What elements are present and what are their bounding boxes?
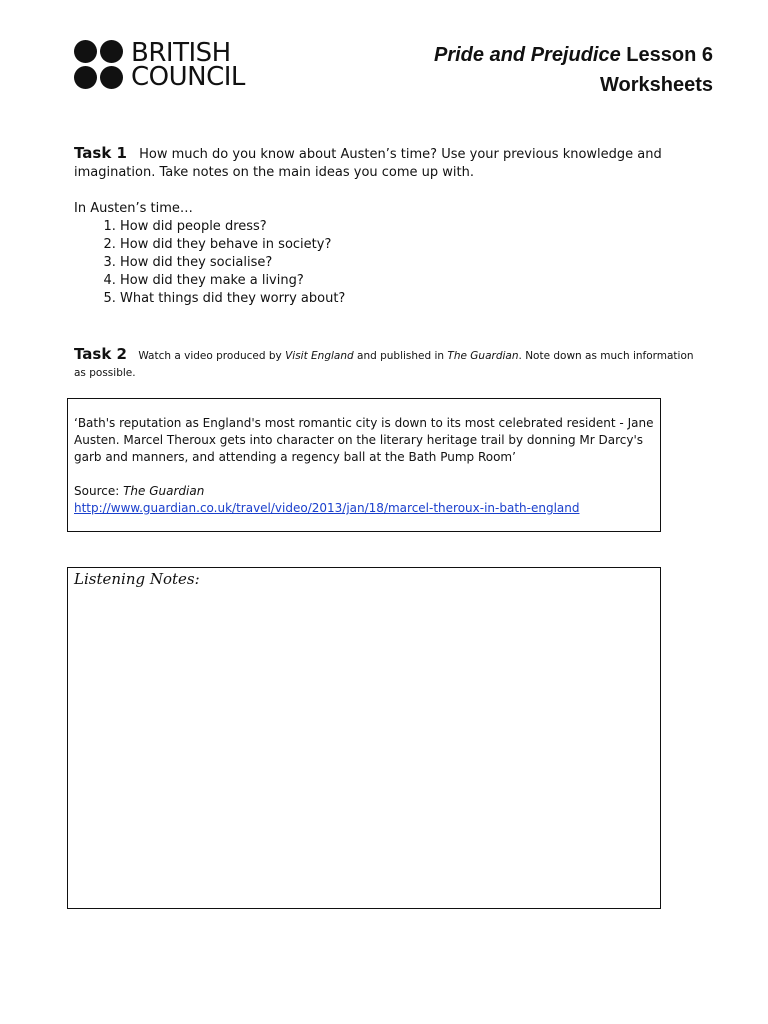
list-item: 1. How did people dress? [120,218,714,236]
lesson-number: Lesson 6 [626,44,713,66]
task1-instruction: Task 1 How much do you know about Austen’s time? Use your previous knowledge and imagination. Take notes on the main ideas you come up with. [74,144,662,180]
task1-label: Task 1 [74,144,127,162]
book-title: Pride and Prejudice [434,44,621,66]
logo-wordmark: BRITISH COUNCIL [131,37,245,92]
listening-notes-box[interactable] [67,567,661,909]
task2-section: Task 2 Watch a video produced by Visit England and published in The Guardian. Note down as much information as possible. [74,345,694,379]
task1-intro: In Austen’s time… [74,201,193,216]
british-council-logo [74,37,245,92]
video-quote: ‘Bath's reputation as England's most romantic city is down to its most celebrated resident - Jane Austen. Marcel Theroux gets into character on the literary heritage trail by donning Mr Darcy's garb and manners, and attending a regency ball at the Bath Pump Room’ [74,416,654,464]
video-description-box [67,398,661,532]
task1-section [74,144,714,308]
task2-label: Task 2 [74,345,127,363]
list-item: 2. How did they behave in society? [120,236,714,254]
worksheets-subtitle: Worksheets [599,74,713,96]
lesson-title [434,40,713,100]
list-item: 5. What things did they worry about? [120,290,714,308]
list-item: 3. How did they socialise? [120,254,714,272]
guardian-video-link[interactable]: http://www.guardian.co.uk/travel/video/2013/jan/18/marcel-theroux-in-bath-england [74,501,580,515]
source-line: Source: The Guardian [74,484,205,498]
listening-notes-title: Listening Notes: [74,570,200,588]
task1-question-list [74,218,714,308]
logo-dots-icon [74,40,123,89]
list-item: 4. How did they make a living? [120,272,714,290]
